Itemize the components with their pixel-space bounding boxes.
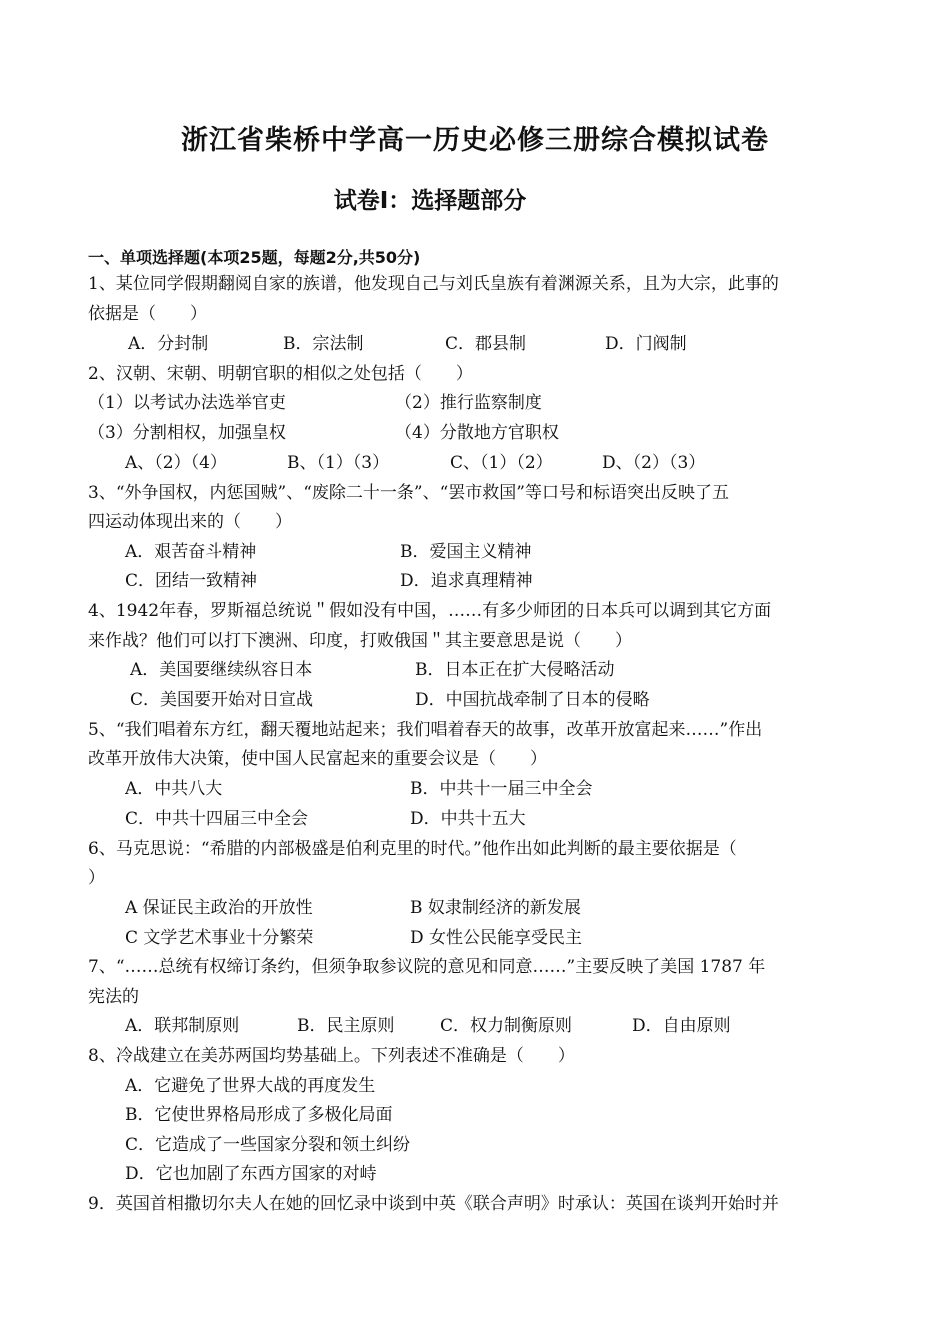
q5-stem-line2: 改革开放伟大决策，使中国人民富起来的重要会议是（ ）: [88, 749, 547, 769]
q6-stem-line1: 6、马克思说：“希腊的内部极盛是伯利克里的时代。”他作出如此判断的最主要依据是（: [88, 839, 737, 859]
q7-option-a: A．联邦制原则: [125, 1016, 240, 1036]
q8-option-d: D．它也加剧了东西方国家的对峙: [125, 1164, 377, 1184]
q6-option-a: A 保证民主政治的开放性: [125, 898, 313, 918]
q2-stem: 2、汉朝、宋朝、明朝官职的相似之处包括（ ）: [88, 364, 473, 384]
q4-stem-line2: 来作战？他们可以打下澳洲、印度，打败俄国＂其主要意思是说（ ）: [88, 631, 632, 651]
q6-stem-line2: ）: [88, 868, 105, 888]
q7-option-d: D．自由原则: [632, 1016, 731, 1036]
q8-option-c: C．它造成了一些国家分裂和领土纠纷: [125, 1135, 411, 1155]
q2-option-d: D、（2）（3）: [602, 453, 706, 473]
q8-stem: 8、冷战建立在美苏两国均势基础上。下列表述不准确是（ ）: [88, 1046, 575, 1066]
q1-option-c: C．郡县制: [445, 334, 527, 354]
q2-item-1: （1）以考试办法选举官吏: [88, 393, 286, 413]
q2-item-4: （4）分散地方官职权: [395, 423, 559, 443]
q3-option-c: C．团结一致精神: [125, 571, 258, 591]
q2-option-a: A、（2）（4）: [125, 453, 227, 473]
q7-stem-line1: 7、“……总统有权缔订条约，但须争取参议院的意见和同意……”主要反映了美国 1787 年: [88, 957, 766, 977]
q5-option-d: D．中共十五大: [410, 809, 526, 829]
section-heading: 一、单项选择题(本项25题，每题2分,共50分): [88, 248, 421, 267]
q2-item-3: （3）分割相权，加强皇权: [88, 423, 286, 443]
exam-subtitle: 试卷Ⅰ：选择题部分: [333, 188, 527, 214]
exam-title: 浙江省柴桥中学高一历史必修三册综合模拟试卷: [181, 125, 769, 156]
q1-option-a: A．分封制: [128, 334, 209, 354]
q8-option-b: B．它使世界格局形成了多极化局面: [125, 1105, 393, 1125]
q3-option-d: D．追求真理精神: [400, 571, 533, 591]
q5-stem-line1: 5、“我们唱着东方红，翻天覆地站起来；我们唱着春天的故事，改革开放富起来……”作出: [88, 720, 763, 740]
q3-stem-line1: 3、“外争国权，内惩国贼”、“废除二十一条”、“罢市救国”等口号和标语突出反映了五: [88, 483, 729, 503]
q5-option-c: C．中共十四届三中全会: [125, 809, 309, 829]
q9-stem-line1: 9．英国首相撒切尔夫人在她的回忆录中谈到中英《联合声明》时承认：英国在谈判开始时并: [88, 1194, 779, 1214]
q6-option-d: D 女性公民能享受民主: [410, 928, 583, 948]
q7-option-c: C．权力制衡原则: [440, 1016, 573, 1036]
q2-option-c: C、（1）（2）: [450, 453, 553, 473]
q4-option-d: D．中国抗战牵制了日本的侵略: [415, 690, 650, 710]
q3-option-a: A．艰苦奋斗精神: [125, 542, 257, 562]
q4-stem-line1: 4、1942年春，罗斯福总统说＂假如没有中国，……有多少师团的日本兵可以调到其它方面: [88, 601, 772, 621]
q7-stem-line2: 宪法的: [88, 987, 139, 1007]
q3-option-b: B．爱国主义精神: [400, 542, 532, 562]
q2-item-2: （2）推行监察制度: [395, 393, 542, 413]
q5-option-b: B．中共十一届三中全会: [410, 779, 593, 799]
q5-option-a: A．中共八大: [125, 779, 223, 799]
q1-option-d: D．门阀制: [605, 334, 687, 354]
q8-option-a: A．它避免了世界大战的再度发生: [125, 1076, 376, 1096]
q6-option-c: C 文学艺术事业十分繁荣: [125, 928, 314, 948]
q4-option-c: C．美国要开始对日宣战: [130, 690, 314, 710]
q4-option-b: B．日本正在扩大侵略活动: [415, 660, 615, 680]
q2-option-b: B、（1）（3）: [287, 453, 390, 473]
q7-option-b: B．民主原则: [297, 1016, 395, 1036]
q1-stem-line2: 依据是（ ）: [88, 304, 207, 324]
q1-stem-line1: 1、某位同学假期翻阅自家的族谱，他发现自己与刘氏皇族有着渊源关系，且为大宗，此事的: [88, 274, 779, 294]
q6-option-b: B 奴隶制经济的新发展: [410, 898, 581, 918]
q3-stem-line2: 四运动体现出来的（ ）: [88, 512, 292, 532]
q1-option-b: B．宗法制: [283, 334, 364, 354]
q4-option-a: A．美国要继续纵容日本: [130, 660, 313, 680]
